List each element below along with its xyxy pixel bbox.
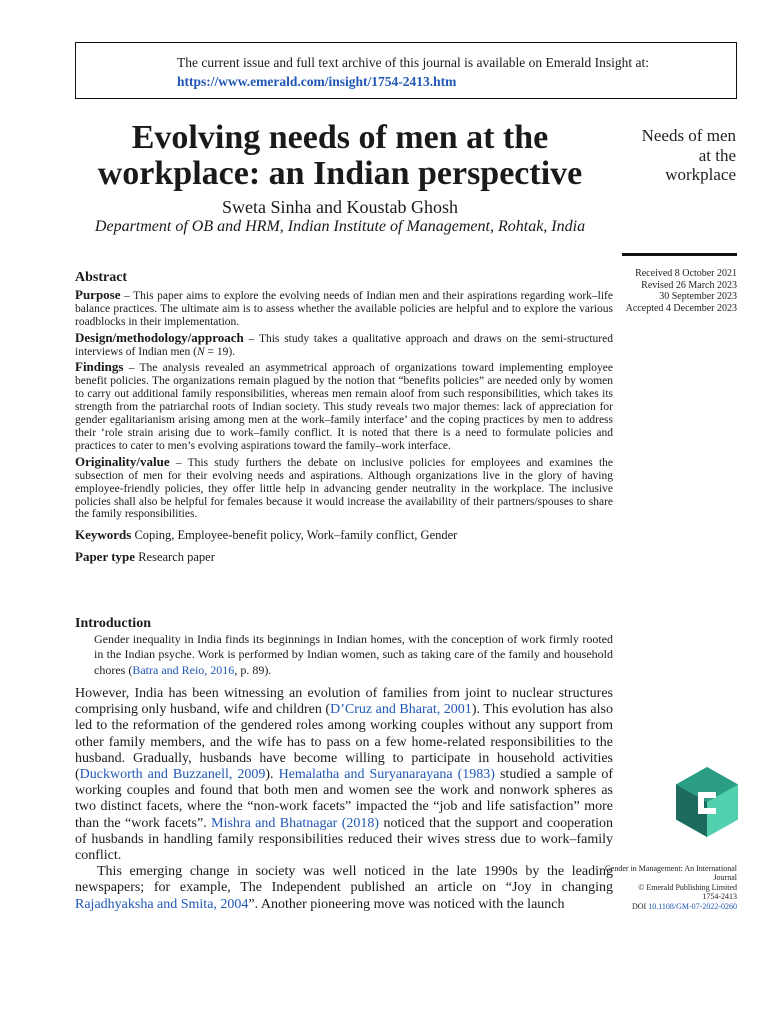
article-title: Evolving needs of men at the workplace: an Indian perspective <box>97 119 583 192</box>
findings-text: – The analysis revealed an asymmetrical approach of organizations toward implementing employee benefit policies. The organizations remain plagued by the notion that “benefits policies” are needed only by women to carry out additional family responsibilities, whereas men remain aloof from such responsibilities, which takes its strength from the patriarchal roots of Indian society. This study reveals two major themes: lack of appreciation for gender egalitarianism arising among men at the work–family interface’ and the coping practices by men to address their ‘role strain arising due to work–family conflict. It is noted that there is a need to formulate policies and practices to cater to men’s evolving aspirations toward the family–work interface. <box>75 362 613 452</box>
body-text: ). This evolution has also led to the reformation of the gendered roles among working couples without any support from other family members, and the wife has to pass on a few home-related responsibilities to the husband. Gradually, husbands have become willing to participate in household activities ( <box>75 702 613 783</box>
running-head-line: Needs of men <box>641 126 736 145</box>
body-text: ). <box>265 767 279 783</box>
citation-link[interactable]: Duckworth and Buzzanell, 2009 <box>79 767 266 783</box>
body-paragraph <box>75 686 613 864</box>
journal-url-link[interactable]: https://www.emerald.com/insight/1754-2413.htm <box>177 74 457 89</box>
date-line: Revised 26 March 2023 <box>641 279 737 291</box>
body-text: This emerging change in society was well noticed in the late 1990s by the leading newspapers; for example, The Independent published an article on “Joy in changing <box>75 864 613 896</box>
running-head <box>612 126 736 185</box>
design-text-end: = 19). <box>204 345 236 358</box>
paper-type-text: Research paper <box>138 550 215 565</box>
date-line: Received 8 October 2021 <box>635 268 737 279</box>
citation-link[interactable]: D’Cruz and Bharat, 2001 <box>330 702 472 718</box>
running-head-line: at the <box>698 145 736 165</box>
notice-text: The current issue and full text archive of this journal is available on Emerald Insight at: <box>177 55 649 70</box>
keywords <box>75 527 613 543</box>
journal-name: Gender in Management: An International Journal <box>605 864 737 883</box>
quote-text: Gender inequality in India finds its beginnings in Indian homes, with the conception of work firmly rooted in the Indian psyche. Work is performed by Indian women, such as taking care of the family and household chores ( <box>94 632 613 677</box>
purpose-text: – This paper aims to explore the evolving needs of Indian men and their aspirations regarding work–life balance practices. The ultimate aim is to assess whether the available policies are helpful and to explore the various roadblocks in their implementation. <box>75 289 613 328</box>
intro-body <box>75 686 613 913</box>
quote-text-end: , p. 89). <box>234 662 272 677</box>
journal-notice-box <box>75 42 737 99</box>
purpose-label: Purpose <box>75 286 121 302</box>
emerald-logo-icon <box>676 767 738 837</box>
originality-label: Originality/value <box>75 453 170 469</box>
body-text: noticed that the support and cooperation of husbands in handling family responsibilities reduced their wives stress due to work–family conflict. <box>75 815 613 864</box>
received-dates <box>600 268 737 314</box>
citation-link[interactable]: Mishra and Bhatnagar (2018) <box>211 815 380 831</box>
issn: 1754-2413 <box>702 892 737 902</box>
running-head-line: workplace <box>665 165 736 184</box>
intro-epigraph <box>94 632 613 678</box>
author-affiliation: Department of OB and HRM, Indian Institute of Management, Rohtak, India <box>94 218 586 235</box>
abstract-heading: Abstract <box>75 270 128 285</box>
doi-label: DOI <box>631 901 647 911</box>
body-text: studied a sample of working couples and found that both men and women see the work and nonwork spheres as two distinct facets, where the “non-work facets” impacted the “job and life satisfaction” more than the “work facets”. <box>75 767 613 831</box>
keywords-label: Keywords <box>75 527 132 543</box>
article-authors: Sweta Sinha and Koustab Ghosh <box>222 197 458 217</box>
intro-heading: Introduction <box>75 616 151 631</box>
abstract-design <box>75 329 613 359</box>
body-text: ”. Another pioneering move was noticed with the launch <box>248 896 565 912</box>
findings-label: Findings <box>75 359 124 375</box>
originality-text: – This study furthers the debate on inclusive policies for employees and examines the subsection of men for their evolving needs and aspirations. Although organizations live in the glory of having employee-friendly policies, they offer little help in advancing gender neutrality in the workplace. The inclusive policies shall also be helpful for females because it would increase the availability of their partners/spouses to share the family responsibilities. <box>75 456 613 521</box>
design-label: Design/methodology/approach <box>75 329 244 345</box>
body-paragraph <box>75 864 613 913</box>
paper-type-label: Paper type <box>75 549 136 565</box>
keywords-text: Coping, Employee-benefit policy, Work–family conflict, Gender <box>134 528 458 543</box>
abstract-findings <box>75 361 613 452</box>
citation-link[interactable]: Hemalatha and Suryanarayana (1983) <box>278 767 495 783</box>
design-n: N <box>197 345 205 358</box>
journal-footer <box>600 864 737 911</box>
paper-type <box>75 549 613 565</box>
abstract-purpose <box>75 286 613 329</box>
doi-line <box>600 902 737 911</box>
date-line: 30 September 2023 <box>659 291 737 303</box>
abstract-originality <box>75 453 613 522</box>
abstract-section <box>75 272 613 565</box>
citation-link[interactable]: Batra and Reio, 2016 <box>132 662 235 677</box>
design-text: – This study takes a qualitative approach and draws on the semi-structured interviews of Indian men ( <box>75 332 613 358</box>
date-line: Accepted 4 December 2023 <box>625 302 737 314</box>
publisher: © Emerald Publishing Limited <box>638 882 737 892</box>
body-text: However, India has been witnessing an evolution of families from joint to nuclear structures comprising only husband, wife and children ( <box>75 686 613 718</box>
citation-link[interactable]: Rajadhyaksha and Smita, 2004 <box>75 896 249 912</box>
doi-link[interactable]: 10.1108/GM-07-2022-0260 <box>648 901 737 911</box>
margin-rule <box>622 253 737 256</box>
